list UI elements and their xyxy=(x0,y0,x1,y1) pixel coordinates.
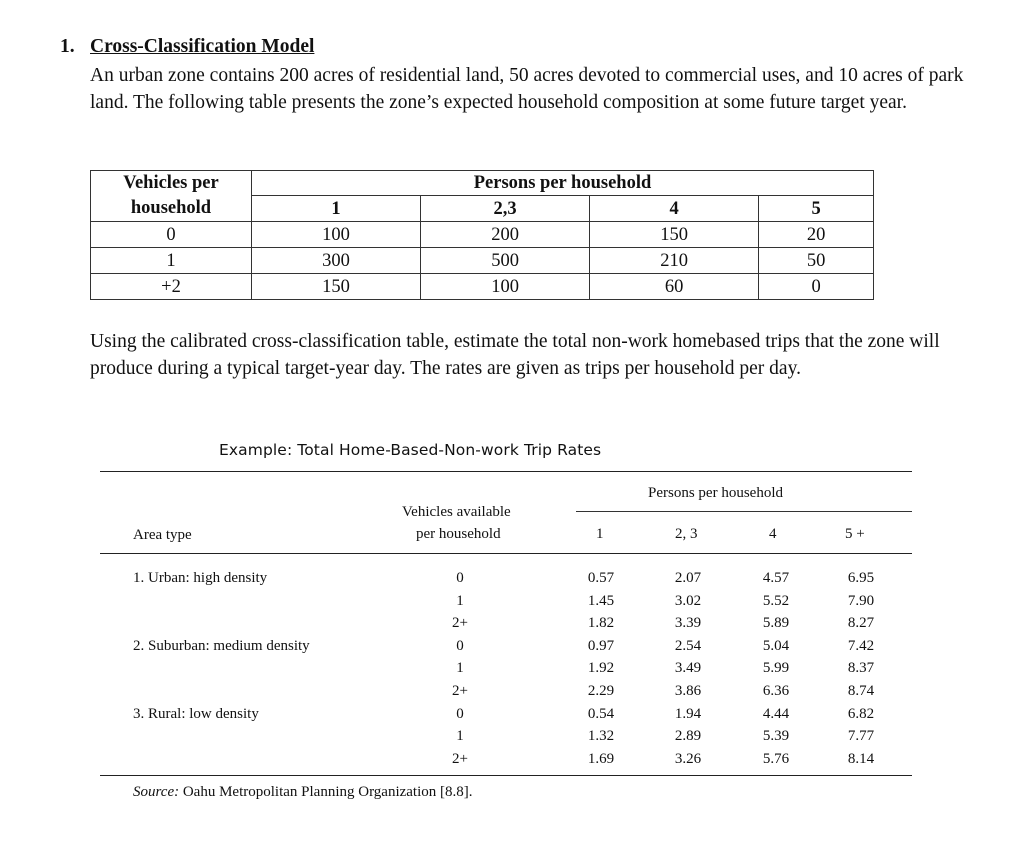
table-bottom-rule xyxy=(100,775,912,776)
vehicle-level-cell: 0 xyxy=(456,637,464,654)
trip-rate-cell: 3.86 xyxy=(674,682,702,699)
table-row xyxy=(91,274,874,300)
trip-rate-cell: 0.57 xyxy=(587,570,615,586)
trip-rate-cell: 8.14 xyxy=(847,750,875,767)
area-type-label: 2. Suburban: medium density xyxy=(133,638,310,654)
household-composition-table xyxy=(90,170,874,300)
household-count-cell: 210 xyxy=(590,248,759,274)
question-intro: An urban zone contains 200 acres of residential land, 50 acres devoted to commercial uses, and 10 acres of park land. The following table presents the zone’s expected household composition at some future target year. xyxy=(90,65,964,113)
household-count-cell: 150 xyxy=(252,274,421,300)
vehicles-cell: 0 xyxy=(91,222,252,248)
trip-rate-cell: 2.89 xyxy=(674,728,702,745)
table-row xyxy=(91,248,874,274)
question-task: Using the calibrated cross-classification table, estimate the total non-work homebased trips that the zone will produce during a typical target-year day. The rates are given as trips per household per day. xyxy=(90,331,940,379)
vehicles-cell: 1 xyxy=(91,248,252,274)
rate-column-4-persons xyxy=(753,567,799,770)
trip-rate-cell: 1.32 xyxy=(587,728,615,745)
vehicles-header-line2: household xyxy=(91,196,252,222)
trip-rate-cell: 2.54 xyxy=(674,637,702,654)
trip-rate-cell: 7.42 xyxy=(847,637,875,654)
header-rule xyxy=(100,553,912,554)
rates-col-header: 4 xyxy=(769,526,777,542)
trip-rate-cell: 5.76 xyxy=(762,750,790,767)
trip-rate-cell: 1.45 xyxy=(587,592,615,609)
group-header-rule xyxy=(576,511,912,512)
trip-rate-cell: 8.37 xyxy=(847,660,875,677)
vehicle-level-cell: 2+ xyxy=(452,750,468,767)
trip-rate-cell: 8.74 xyxy=(847,682,875,699)
trip-rate-cell: 8.27 xyxy=(847,615,875,632)
trip-rate-cell: 5.99 xyxy=(762,660,790,677)
vehicles-header-line1: Vehicles per xyxy=(91,171,252,196)
vehicles-available-header-line1: Vehicles available xyxy=(402,504,511,520)
household-count-cell: 500 xyxy=(421,248,590,274)
household-count-cell: 200 xyxy=(421,222,590,248)
trip-rate-cell: 6.95 xyxy=(847,570,875,586)
trip-rate-cell: 3.49 xyxy=(674,660,702,677)
trip-rate-cell: 6.82 xyxy=(847,705,875,722)
rates-col-header: 5 + xyxy=(845,526,865,542)
vehicle-level-cell: 0 xyxy=(456,570,464,586)
trip-rate-cell: 1.92 xyxy=(587,660,615,677)
persons-col-header: 5 xyxy=(759,196,874,222)
trip-rate-cell: 5.04 xyxy=(762,637,790,654)
household-count-cell: 100 xyxy=(421,274,590,300)
rate-column-1-person xyxy=(578,567,624,770)
trip-rate-cell: 2.29 xyxy=(587,682,615,699)
rates-table-title: Example: Total Home-Based-Non-work Trip Rates xyxy=(219,441,602,459)
trip-rate-cell: 4.57 xyxy=(762,570,790,586)
trip-rate-cell: 5.89 xyxy=(762,615,790,632)
trip-rate-cell: 5.39 xyxy=(762,728,790,745)
persons-group-header: Persons per household xyxy=(252,171,874,196)
household-count-cell: 300 xyxy=(252,248,421,274)
vehicle-level-cell: 2+ xyxy=(452,682,468,699)
area-type-column xyxy=(133,567,310,771)
vehicle-level-cell: 2+ xyxy=(452,615,468,632)
trip-rate-cell: 3.39 xyxy=(674,615,702,632)
rate-column-2-3-persons xyxy=(665,567,711,770)
vehicle-level-cell: 1 xyxy=(456,592,464,609)
trip-rate-cell: 3.02 xyxy=(674,592,702,609)
trip-rate-cell: 4.44 xyxy=(762,705,790,722)
household-count-cell: 50 xyxy=(759,248,874,274)
trip-rate-cell: 1.94 xyxy=(674,705,702,722)
trip-rate-cell: 6.36 xyxy=(762,682,790,699)
source-text: Oahu Metropolitan Planning Organization [8.8]. xyxy=(182,784,473,800)
household-count-cell: 0 xyxy=(759,274,874,300)
area-type-label: 3. Rural: low density xyxy=(133,706,259,722)
trip-rate-cell: 5.52 xyxy=(762,592,790,609)
vehicle-level-cell: 1 xyxy=(456,728,464,745)
vehicle-level-column xyxy=(440,567,480,770)
household-count-cell: 20 xyxy=(759,222,874,248)
vehicle-level-cell: 1 xyxy=(456,660,464,677)
table-row xyxy=(91,222,874,248)
trip-rate-cell: 7.77 xyxy=(847,728,875,745)
source-label: Source: xyxy=(133,784,180,800)
persons-col-header: 1 xyxy=(252,196,421,222)
rate-column-5-plus-persons xyxy=(838,567,884,770)
trip-rate-cell: 1.69 xyxy=(587,750,615,767)
rates-col-header: 2, 3 xyxy=(675,526,698,542)
persons-col-header: 2,3 xyxy=(421,196,590,222)
household-count-cell: 60 xyxy=(590,274,759,300)
trip-rate-cell: 0.54 xyxy=(587,705,615,722)
trip-rate-cell: 2.07 xyxy=(674,570,702,586)
vehicles-cell: +2 xyxy=(91,274,252,300)
table-source xyxy=(133,784,473,801)
persons-col-header: 4 xyxy=(590,196,759,222)
vehicle-level-cell: 0 xyxy=(456,705,464,722)
trip-rate-cell: 0.97 xyxy=(587,637,615,654)
trip-rate-cell: 7.90 xyxy=(847,592,875,609)
question-heading xyxy=(60,36,314,58)
question-title: Cross-Classification Model xyxy=(90,36,315,57)
household-count-cell: 100 xyxy=(252,222,421,248)
rates-col-header: 1 xyxy=(596,526,604,542)
area-type-header: Area type xyxy=(133,527,192,543)
rates-persons-group-header: Persons per household xyxy=(648,485,783,501)
table-top-rule xyxy=(100,471,912,472)
trip-rate-cell: 3.26 xyxy=(674,750,702,767)
area-type-label: 1. Urban: high density xyxy=(133,570,268,586)
trip-rate-cell: 1.82 xyxy=(587,615,615,632)
question-number: 1. xyxy=(60,36,75,57)
household-count-cell: 150 xyxy=(590,222,759,248)
vehicles-available-header-line2: per household xyxy=(416,526,501,542)
